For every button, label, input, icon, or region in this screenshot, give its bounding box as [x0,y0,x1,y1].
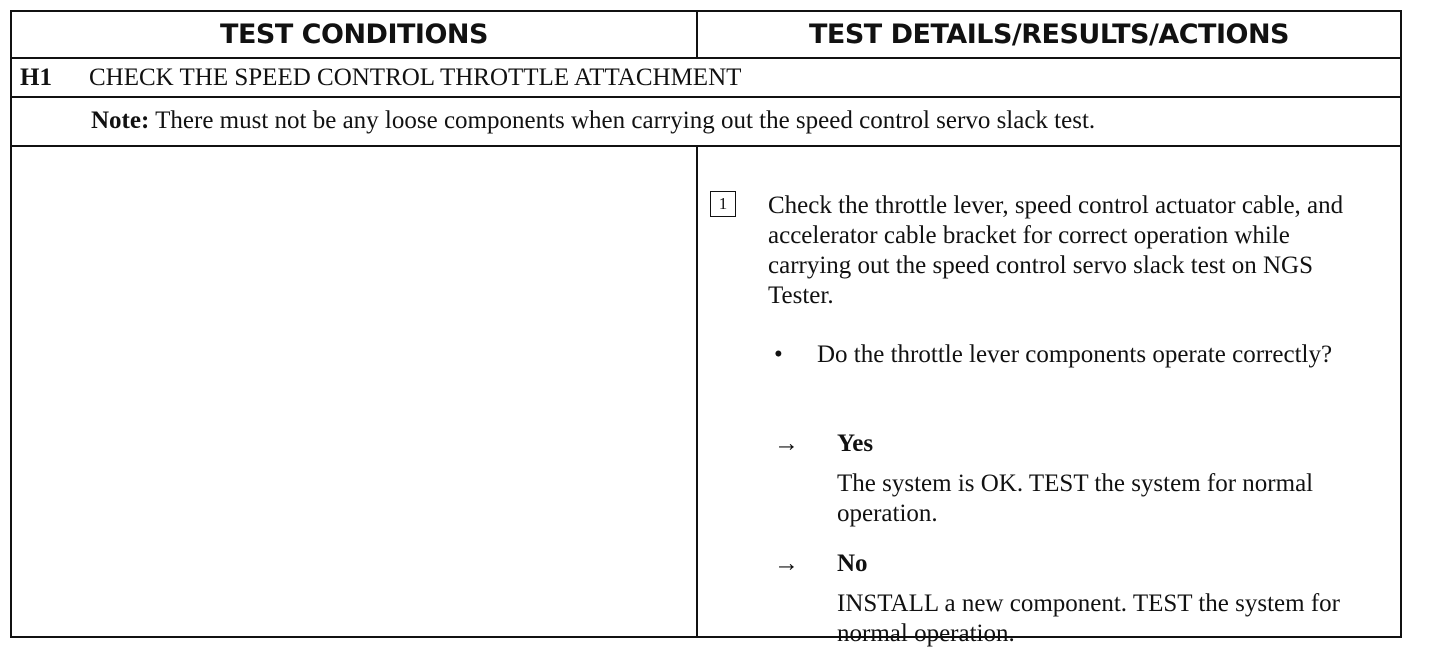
step-row [12,59,1400,98]
answer-no-label: No [837,550,868,577]
note [91,107,1095,135]
header-test-conditions: TEST CONDITIONS [12,12,698,57]
answer-no-text: INSTALL a new component. TEST the system for normal operation. [837,590,1341,647]
right-arrow-icon: → [774,550,799,577]
header-test-details: TEST DETAILS/RESULTS/ACTIONS [809,19,1289,50]
bullet-icon: • [774,341,783,368]
right-arrow-icon: → [774,430,799,457]
step-title: CHECK THE SPEED CONTROL THROTTLE ATTACHMENT [89,64,742,91]
table-header-row [12,12,1400,59]
note-row [12,98,1400,147]
test-conditions-cell [12,147,698,636]
test-procedure-table [10,10,1402,647]
answer-yes-label: Yes [837,430,874,457]
test-details-cell [698,147,1400,647]
question-text: Do the throttle lever components operate correctly? [817,341,1333,368]
body-row [12,147,1400,647]
instruction-text: Check the throttle lever, speed control actuator cable, and accelerator cable bracket for correct operation while carrying out the speed control servo slack test on NGS Tester. [768,192,1344,309]
step-number-box: 1 [710,191,736,217]
note-text: There must not be any loose components when carrying out the speed control servo slack test. [155,107,1096,134]
answer-yes-text: The system is OK. TEST the system for normal operation. [837,470,1314,527]
note-label: Note: [91,107,150,134]
step-id: H1 [20,64,52,91]
